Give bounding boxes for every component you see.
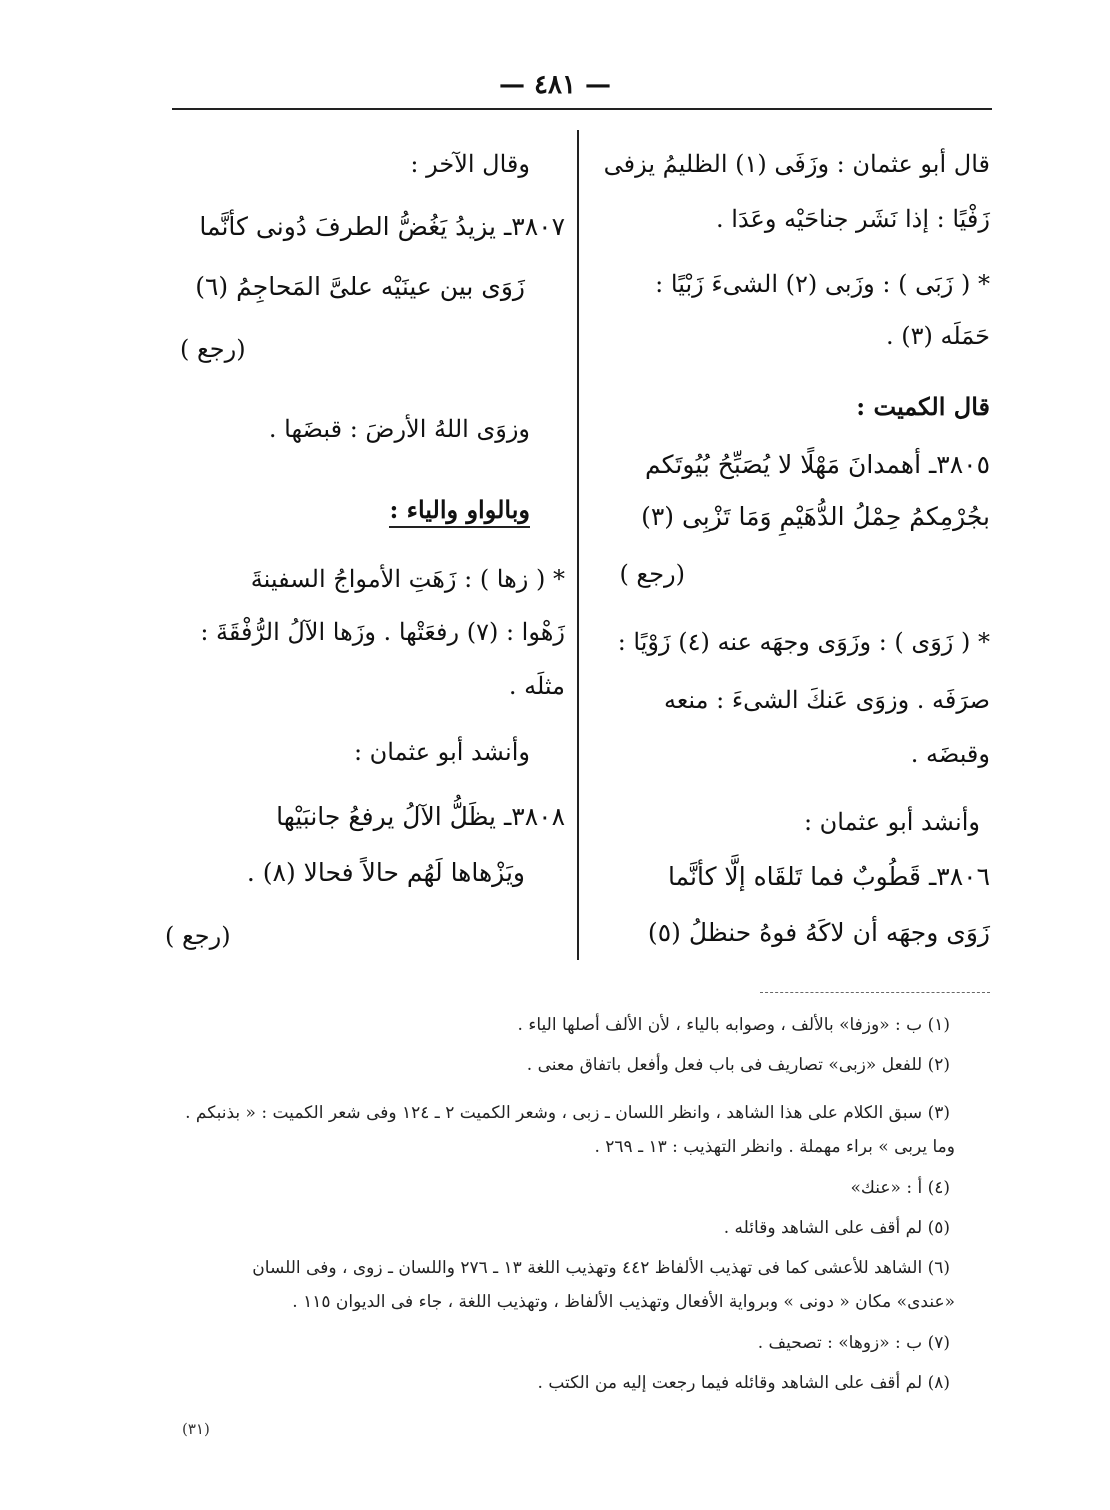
page-number: — ٤٨١ — [498, 70, 612, 100]
text-line: وقبضَه . [910, 740, 990, 768]
verse-3806-a: ٣٨٠٦ـ قَطُوبٌ فما تَلقَاه إلَّا كأنَّما [667, 862, 990, 891]
rajaz-mark: (رجع ) [619, 560, 685, 588]
column-divider [577, 130, 579, 960]
text-line: مثلَه . [508, 672, 565, 700]
section-heading: وبالواو والياء : [389, 495, 530, 528]
text-line: زَهْوا : (٧) رفعَتْها . وزَها الآلُ الرُّفْقَةَ : [200, 618, 565, 646]
text-line: حَمَلَه (٣) . [885, 322, 990, 350]
text-line: وزوَى اللهُ الأرضَ : قبضَها . [268, 415, 530, 443]
text-line: زَفْيًا : إذا نَشَر جناحَيْه وعَدَا . [716, 205, 990, 233]
footnote: (٥) لم أقف على الشاهد وقائله . [723, 1218, 950, 1238]
verse-3808-b: ويَزْهاها لَهُم حالاً فحالا (٨) . [246, 858, 525, 887]
signature-mark: (٣١) [182, 1420, 210, 1438]
footnote-continuation: «عندى» مكان « دونى » وبرواية الأفعال وتهذيب الألفاظ ، وتهذيب اللغة ، جاء فى الديوان ١١٥ . [292, 1292, 955, 1312]
entry-zawa: * ( زَوَى ) : وزَوَى وجهَه عنه (٤) زَوْيًا : [617, 628, 990, 656]
quote-intro: وقال الآخر : [410, 150, 530, 178]
verse-3805-a: ٣٨٠٥ـ أهمدانَ مَهْلًا لا يُصَبِّحُ بُيُوتَكم [644, 450, 990, 479]
footnote: (٢) للفعل «زبى» تصاريف فى باب فعل وأفعل باتفاق معنى . [526, 1055, 950, 1075]
text-line: صرَفَه . وزوَى عَنكَ الشىءَ : منعه [663, 686, 990, 714]
footnote: (٦) الشاهد للأعشى كما فى تهذيب الألفاظ ٤٤٢ وتهذيب اللغة ١٣ ـ ٢٧٦ واللسان ـ زوى ، وفى اللسان [252, 1258, 950, 1278]
quote-intro: وأنشد أبو عثمان : [803, 808, 980, 836]
footnote: (٧) ب : «زوها» : تصحيف . [757, 1333, 950, 1353]
rajaz-mark: (رجع ) [165, 922, 231, 950]
footnote-continuation: وما يربى » براء مهملة . وانظر التهذيب : ١٣ ـ ٢٦٩ . [594, 1137, 955, 1157]
quote-intro: قال الكميت : [856, 392, 990, 421]
footnote-separator [760, 992, 990, 993]
footnote: (٤) أ : «عنك» [850, 1178, 950, 1198]
entry-zaha: * ( زها ) : زَهَتِ الأمواجُ السفينةَ [250, 565, 565, 593]
footnote: (٣) سبق الكلام على هذا الشاهد ، وانظر اللسان ـ زبى ، وشعر الكميت ٢ ـ ١٢٤ وفى شعر الكميت : « بذنبكم . [185, 1103, 950, 1123]
footnote: (٨) لم أقف على الشاهد وقائله فيما رجعت إليه من الكتب . [537, 1373, 950, 1393]
footnote: (١) ب : «وزفا» بالألف ، وصوابه بالياء ، لأن الألف أصلها الياء . [517, 1015, 950, 1035]
rajaz-mark: (رجع ) [180, 335, 246, 363]
verse-3807-b: زَوَى بين عينَيْه علىَّ المَحاجِمُ (٦) [195, 272, 525, 301]
verse-3805-b: بجُرْمِكمُ حِمْلُ الدُّهَيْمِ وَمَا تَزْبِى (٣) [641, 502, 990, 531]
verse-3806-b: زَوَى وجهَه أن لاكَهُ فوهُ حنظلُ (٥) [647, 918, 990, 947]
header-rule [172, 108, 992, 110]
entry-zaba: * ( زَبَى ) : وزَبى (٢) الشىءَ زَبْيًا : [655, 270, 990, 298]
quote-intro: وأنشد أبو عثمان : [353, 738, 530, 766]
text-line: قال أبو عثمان : وزَفَى (١) الظليمُ يزفى [603, 150, 990, 178]
verse-3807-a: ٣٨٠٧ـ يزيدُ يَغُضُّ الطرفَ دُونى كأنَّما [199, 212, 565, 241]
verse-3808-a: ٣٨٠٨ـ يظَلُّ الآلُ يرفعُ جانبَيْها [276, 802, 565, 831]
